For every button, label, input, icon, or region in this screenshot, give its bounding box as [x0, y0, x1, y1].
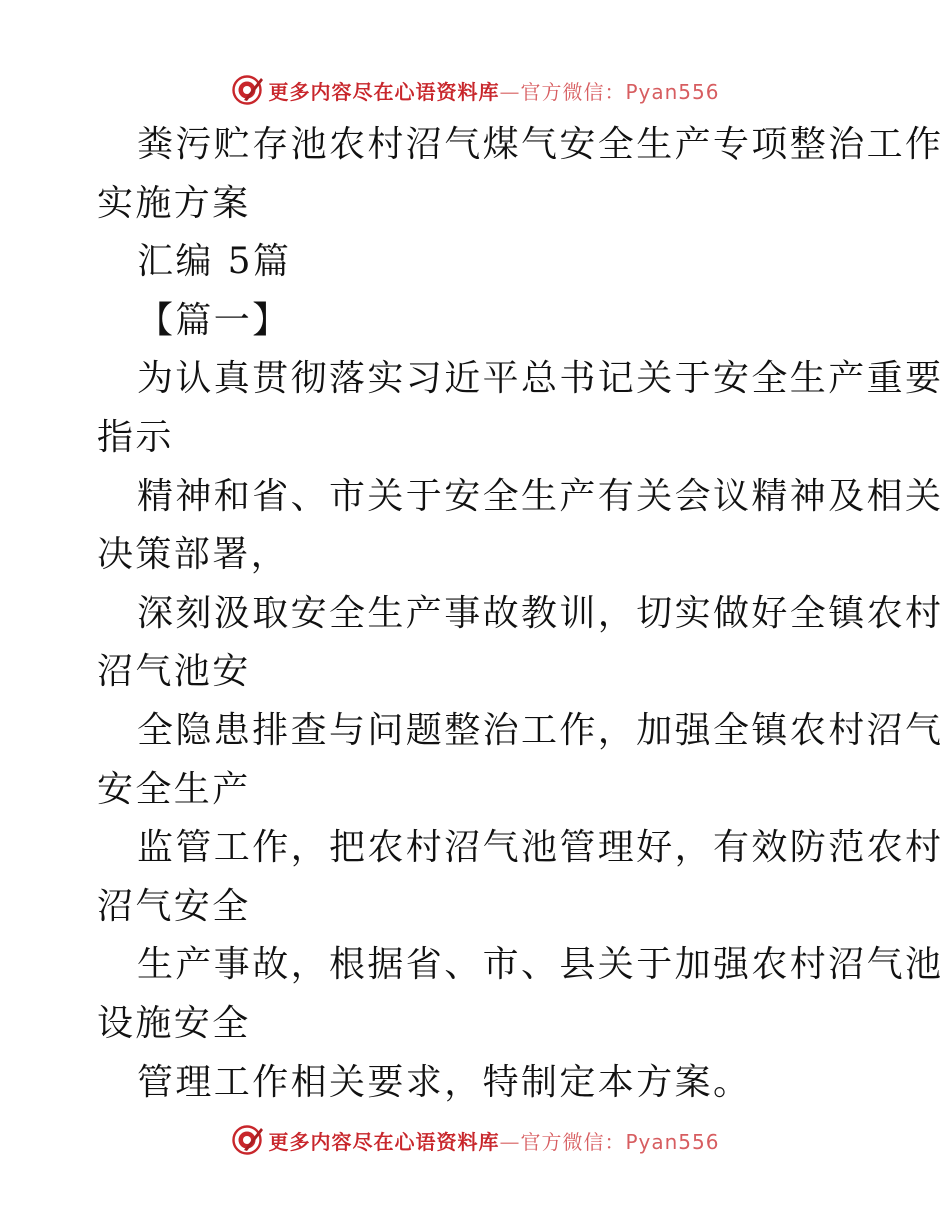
paragraph-line: 设施安全: [97, 1002, 251, 1044]
document-subtitle: 汇编 5篇: [137, 241, 292, 283]
paragraph-line: 指示: [97, 416, 174, 458]
paragraph-line: 管理工作相关要求，特制定本方案。: [137, 1061, 752, 1103]
banner-wechat-text: 官方微信：Pyan556: [520, 79, 720, 104]
footer-banner: [0, 1122, 950, 1158]
paragraph-line: 沼气池安: [97, 651, 251, 693]
banner-main-text: 更多内容尽在心语资料库: [268, 1129, 500, 1154]
quill-pen-logo-icon: [230, 1123, 264, 1157]
document-title-line-1: 粪污贮存池农村沼气煤气安全生产专项整治工作: [137, 124, 944, 165]
banner-separator: —: [499, 1129, 521, 1154]
paragraph-line: 为认真贯彻落实习近平总书记关于安全生产重要: [137, 358, 944, 400]
banner-separator: —: [499, 79, 521, 104]
document-body: [97, 116, 944, 1112]
paragraph-line: 决策部署，: [97, 534, 290, 576]
paragraph-line: 生产事故，根据省、市、县关于加强农村沼气池: [137, 944, 944, 986]
banner-wechat-text: 官方微信：Pyan556: [520, 1129, 720, 1154]
banner-main-text: 更多内容尽在心语资料库: [268, 79, 500, 104]
header-banner: [0, 72, 950, 108]
paragraph-line: 深刻汲取安全生产事故教训，切实做好全镇农村: [137, 592, 944, 634]
document-title-line-2: 实施方案: [97, 182, 251, 224]
section-heading: 【篇一】: [137, 299, 291, 341]
paragraph-line: 沼气安全: [97, 885, 251, 927]
paragraph-line: 全隐患排查与问题整治工作，加强全镇农村沼气: [137, 709, 944, 751]
paragraph-line: 精神和省、市关于安全生产有关会议精神及相关: [137, 475, 944, 517]
paragraph-line: 监管工作，把农村沼气池管理好，有效防范农村: [137, 827, 944, 869]
quill-pen-logo-icon: [230, 73, 264, 107]
paragraph-line: 安全生产: [97, 768, 251, 810]
